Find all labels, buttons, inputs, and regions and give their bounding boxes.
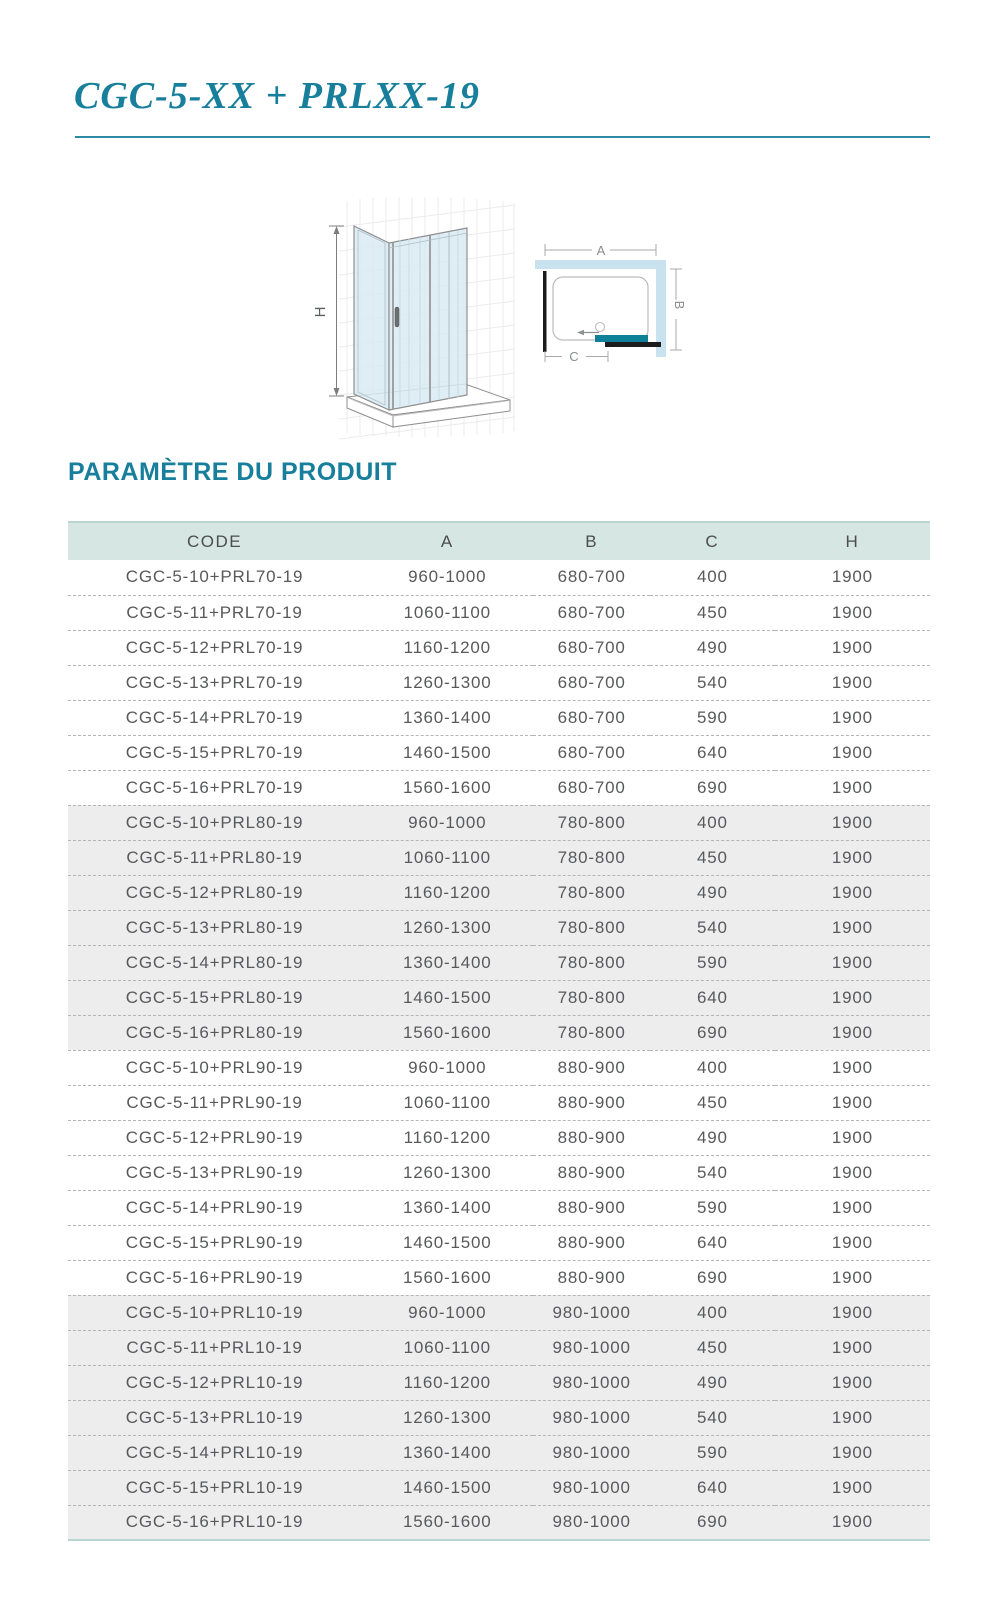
cell-a: 960-1000 [361, 560, 533, 595]
cell-h: 1900 [775, 1050, 930, 1085]
cell-c: 400 [650, 1050, 775, 1085]
cell-c: 450 [650, 1330, 775, 1365]
table-row [68, 980, 930, 1015]
table-row [68, 1435, 930, 1470]
cell-c: 450 [650, 840, 775, 875]
cell-a: 1360-1400 [361, 1190, 533, 1225]
cell-b: 780-800 [533, 805, 649, 840]
cell-c: 400 [650, 560, 775, 595]
cell-c: 450 [650, 1085, 775, 1120]
section-heading: PARAMÈTRE DU PRODUIT [68, 458, 397, 486]
cell-code: CGC-5-16+PRL80-19 [68, 1015, 361, 1050]
column-header-a: A [361, 522, 533, 560]
sliding-door-bar [595, 335, 648, 342]
cell-code: CGC-5-12+PRL90-19 [68, 1120, 361, 1155]
cell-c: 540 [650, 1155, 775, 1190]
cell-b: 780-800 [533, 1015, 649, 1050]
cell-h: 1900 [775, 805, 930, 840]
table-row [68, 770, 930, 805]
cell-code: CGC-5-10+PRL90-19 [68, 1050, 361, 1085]
cell-code: CGC-5-11+PRL90-19 [68, 1085, 361, 1120]
cell-b: 980-1000 [533, 1365, 649, 1400]
cell-code: CGC-5-16+PRL10-19 [68, 1505, 361, 1540]
cell-h: 1900 [775, 1505, 930, 1540]
cell-h: 1900 [775, 1470, 930, 1505]
cell-a: 1260-1300 [361, 665, 533, 700]
cell-b: 680-700 [533, 630, 649, 665]
cell-h: 1900 [775, 1085, 930, 1120]
column-header-b: B [533, 522, 649, 560]
cell-code: CGC-5-14+PRL90-19 [68, 1190, 361, 1225]
cell-a: 1160-1200 [361, 1120, 533, 1155]
cell-h: 1900 [775, 840, 930, 875]
table-row [68, 875, 930, 910]
table-row [68, 1050, 930, 1085]
cell-code: CGC-5-15+PRL90-19 [68, 1225, 361, 1260]
table-row [68, 1155, 930, 1190]
table-row [68, 1295, 930, 1330]
cell-b: 780-800 [533, 980, 649, 1015]
cell-a: 1160-1200 [361, 630, 533, 665]
cell-b: 680-700 [533, 735, 649, 770]
cell-h: 1900 [775, 875, 930, 910]
cell-c: 640 [650, 1225, 775, 1260]
cell-a: 1560-1600 [361, 1260, 533, 1295]
cell-code: CGC-5-13+PRL90-19 [68, 1155, 361, 1190]
cell-h: 1900 [775, 1015, 930, 1050]
cell-code: CGC-5-10+PRL80-19 [68, 805, 361, 840]
cell-c: 400 [650, 1295, 775, 1330]
cell-h: 1900 [775, 630, 930, 665]
side-glass-panel [354, 226, 389, 410]
table-row [68, 700, 930, 735]
cell-b: 980-1000 [533, 1400, 649, 1435]
cell-a: 1460-1500 [361, 1470, 533, 1505]
cell-h: 1900 [775, 1120, 930, 1155]
table-row [68, 1260, 930, 1295]
cell-a: 960-1000 [361, 805, 533, 840]
table-header-row [68, 522, 930, 560]
cell-h: 1900 [775, 665, 930, 700]
dimension-b [670, 269, 682, 350]
cell-c: 400 [650, 805, 775, 840]
cell-c: 690 [650, 1505, 775, 1540]
cell-c: 540 [650, 910, 775, 945]
column-header-h: H [775, 522, 930, 560]
cell-code: CGC-5-14+PRL10-19 [68, 1435, 361, 1470]
cell-c: 590 [650, 700, 775, 735]
door-handle [395, 307, 399, 327]
table-row [68, 1120, 930, 1155]
cell-code: CGC-5-15+PRL70-19 [68, 735, 361, 770]
cell-h: 1900 [775, 700, 930, 735]
table-row [68, 805, 930, 840]
table-row [68, 665, 930, 700]
cell-a: 1460-1500 [361, 735, 533, 770]
cell-b: 780-800 [533, 945, 649, 980]
table-row [68, 1015, 930, 1050]
cell-b: 680-700 [533, 700, 649, 735]
cell-code: CGC-5-10+PRL10-19 [68, 1295, 361, 1330]
page-title: CGC-5-XX + PRLXX-19 [74, 75, 480, 117]
table-body [68, 560, 930, 1540]
cell-b: 780-800 [533, 875, 649, 910]
dimension-label-b: B [672, 300, 687, 310]
cell-a: 1260-1300 [361, 910, 533, 945]
fixed-glass-bar [605, 342, 661, 347]
cell-a: 1060-1100 [361, 595, 533, 630]
cell-c: 540 [650, 665, 775, 700]
cell-code: CGC-5-10+PRL70-19 [68, 560, 361, 595]
cell-b: 780-800 [533, 840, 649, 875]
cell-code: CGC-5-13+PRL70-19 [68, 665, 361, 700]
cell-a: 1460-1500 [361, 1225, 533, 1260]
cell-b: 880-900 [533, 1120, 649, 1155]
cell-c: 640 [650, 735, 775, 770]
table-row [68, 1190, 930, 1225]
side-panel-bar [543, 271, 547, 352]
cell-h: 1900 [775, 735, 930, 770]
cell-code: CGC-5-11+PRL70-19 [68, 595, 361, 630]
cell-c: 450 [650, 595, 775, 630]
dimension-label-c: C [569, 349, 579, 364]
table-row [68, 1225, 930, 1260]
table-row [68, 1330, 930, 1365]
cell-code: CGC-5-15+PRL10-19 [68, 1470, 361, 1505]
cell-code: CGC-5-12+PRL70-19 [68, 630, 361, 665]
cell-c: 590 [650, 945, 775, 980]
table-row [68, 1365, 930, 1400]
dimension-label-h: H [312, 306, 329, 318]
cell-b: 980-1000 [533, 1435, 649, 1470]
diagram-top-view [518, 230, 696, 372]
cell-c: 590 [650, 1435, 775, 1470]
table-row [68, 595, 930, 630]
cell-code: CGC-5-12+PRL10-19 [68, 1365, 361, 1400]
cell-h: 1900 [775, 1435, 930, 1470]
drain-circle [596, 323, 605, 332]
table-row [68, 910, 930, 945]
cell-a: 1260-1300 [361, 1400, 533, 1435]
cell-b: 980-1000 [533, 1295, 649, 1330]
cell-b: 880-900 [533, 1085, 649, 1120]
column-header-c: C [650, 522, 775, 560]
cell-code: CGC-5-11+PRL80-19 [68, 840, 361, 875]
cell-b: 880-900 [533, 1260, 649, 1295]
cell-h: 1900 [775, 1155, 930, 1190]
table-row [68, 840, 930, 875]
cell-a: 1060-1100 [361, 840, 533, 875]
cell-b: 680-700 [533, 560, 649, 595]
table-row [68, 1085, 930, 1120]
cell-h: 1900 [775, 980, 930, 1015]
cell-b: 680-700 [533, 595, 649, 630]
cell-a: 1560-1600 [361, 1015, 533, 1050]
cell-a: 1360-1400 [361, 945, 533, 980]
cell-h: 1900 [775, 945, 930, 980]
cell-b: 880-900 [533, 1190, 649, 1225]
cell-h: 1900 [775, 1365, 930, 1400]
cell-code: CGC-5-13+PRL80-19 [68, 910, 361, 945]
cell-code: CGC-5-13+PRL10-19 [68, 1400, 361, 1435]
cell-b: 680-700 [533, 665, 649, 700]
table-row [68, 560, 930, 595]
cell-b: 980-1000 [533, 1505, 649, 1540]
cell-c: 490 [650, 1365, 775, 1400]
cell-h: 1900 [775, 770, 930, 805]
cell-a: 1360-1400 [361, 700, 533, 735]
cell-b: 680-700 [533, 770, 649, 805]
cell-h: 1900 [775, 1400, 930, 1435]
cell-code: CGC-5-14+PRL80-19 [68, 945, 361, 980]
cell-a: 960-1000 [361, 1295, 533, 1330]
table-row [68, 735, 930, 770]
cell-c: 590 [650, 1190, 775, 1225]
cell-a: 1260-1300 [361, 1155, 533, 1190]
cell-h: 1900 [775, 1260, 930, 1295]
cell-c: 540 [650, 1400, 775, 1435]
column-header-code: CODE [68, 522, 361, 560]
table-row [68, 1400, 930, 1435]
cell-c: 640 [650, 1470, 775, 1505]
cell-a: 1060-1100 [361, 1330, 533, 1365]
table-row [68, 1505, 930, 1540]
cell-b: 880-900 [533, 1050, 649, 1085]
wall-top [535, 260, 666, 269]
cell-h: 1900 [775, 1295, 930, 1330]
cell-a: 1160-1200 [361, 1365, 533, 1400]
front-glass-wall [389, 228, 467, 410]
cell-a: 1560-1600 [361, 770, 533, 805]
cell-c: 690 [650, 770, 775, 805]
cell-code: CGC-5-16+PRL70-19 [68, 770, 361, 805]
cell-c: 690 [650, 1260, 775, 1295]
cell-b: 980-1000 [533, 1470, 649, 1505]
cell-a: 1560-1600 [361, 1505, 533, 1540]
cell-code: CGC-5-11+PRL10-19 [68, 1330, 361, 1365]
cell-code: CGC-5-12+PRL80-19 [68, 875, 361, 910]
cell-b: 880-900 [533, 1155, 649, 1190]
cell-c: 690 [650, 1015, 775, 1050]
cell-a: 960-1000 [361, 1050, 533, 1085]
cell-a: 1160-1200 [361, 875, 533, 910]
cell-c: 490 [650, 875, 775, 910]
title-divider [75, 136, 930, 138]
cell-a: 1060-1100 [361, 1085, 533, 1120]
cell-a: 1360-1400 [361, 1435, 533, 1470]
cell-h: 1900 [775, 1190, 930, 1225]
cell-h: 1900 [775, 560, 930, 595]
cell-a: 1460-1500 [361, 980, 533, 1015]
parameters-table [68, 521, 930, 1541]
table-header [68, 522, 930, 560]
cell-c: 490 [650, 1120, 775, 1155]
table-row [68, 1470, 930, 1505]
cell-b: 880-900 [533, 1225, 649, 1260]
cell-b: 980-1000 [533, 1330, 649, 1365]
cell-b: 780-800 [533, 910, 649, 945]
cell-h: 1900 [775, 595, 930, 630]
cell-code: CGC-5-16+PRL90-19 [68, 1260, 361, 1295]
cell-h: 1900 [775, 1225, 930, 1260]
table-row [68, 945, 930, 980]
table-row [68, 630, 930, 665]
cell-code: CGC-5-15+PRL80-19 [68, 980, 361, 1015]
cell-c: 490 [650, 630, 775, 665]
cell-h: 1900 [775, 1330, 930, 1365]
cell-c: 640 [650, 980, 775, 1015]
parameters-table-wrap [68, 521, 930, 1541]
dimension-label-a: A [596, 243, 606, 258]
diagram-3d-view [303, 193, 521, 441]
cell-h: 1900 [775, 910, 930, 945]
cell-code: CGC-5-14+PRL70-19 [68, 700, 361, 735]
